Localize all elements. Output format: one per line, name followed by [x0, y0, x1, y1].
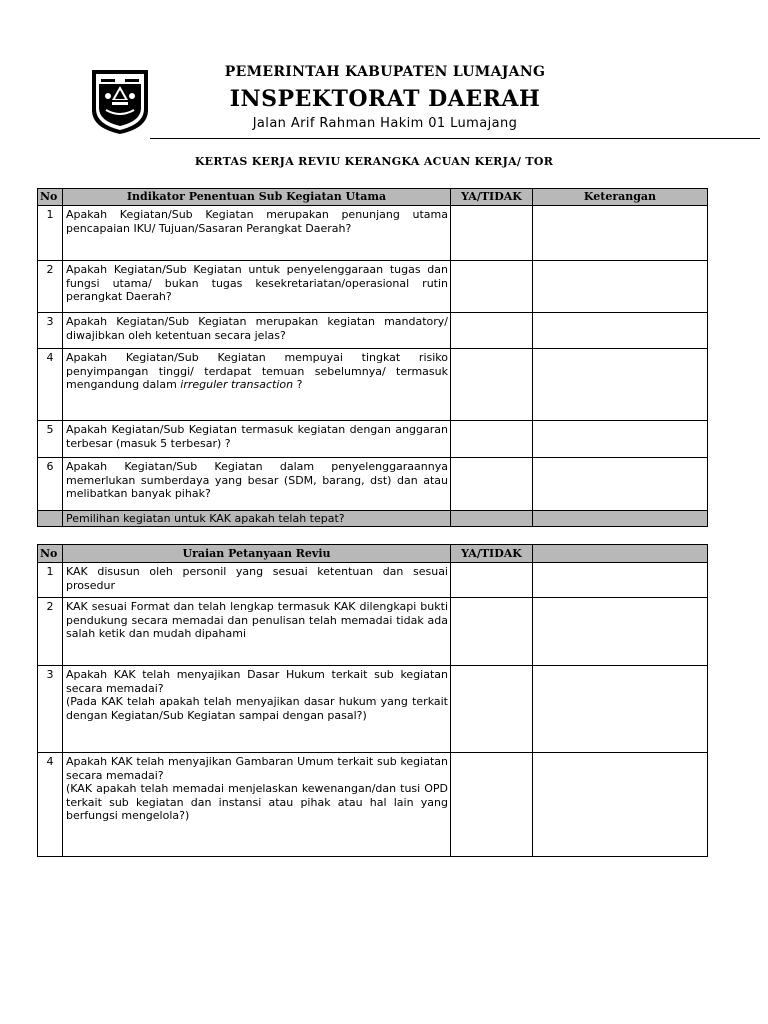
note-cell[interactable] — [533, 261, 708, 313]
row-question: KAK sesuai Format dan telah lengkap termasuk KAK dilengkapi bukti pendukung secara memadai dan penulisan telah memadai tidak ada salah ketik dan mudah dipahami — [63, 598, 451, 666]
table-row — [38, 563, 708, 598]
answer-cell[interactable] — [451, 349, 533, 421]
indicator-table-footer — [38, 511, 708, 527]
row-question — [63, 666, 451, 753]
row-number: 3 — [38, 313, 63, 349]
answer-cell[interactable] — [451, 753, 533, 857]
answer-cell[interactable] — [451, 458, 533, 511]
indicator-table — [37, 188, 708, 527]
row-question: KAK disusun oleh personil yang sesuai ketentuan dan sesuai prosedur — [63, 563, 451, 598]
row-number: 2 — [38, 261, 63, 313]
table-row — [38, 666, 708, 753]
row-question-text: Apakah Kegiatan/Sub Kegiatan mempuyai tingkat risiko penyimpangan tinggi/ terdapat temuan sebelumnya/ termasuk mengandung dalam — [66, 351, 448, 391]
row-question — [63, 458, 451, 511]
table-row — [38, 206, 708, 261]
col-question-header: Uraian Petanyaan Reviu — [63, 545, 451, 563]
row-number: 6 — [38, 458, 63, 511]
note-cell[interactable] — [533, 349, 708, 421]
table-row — [38, 458, 708, 511]
note-cell[interactable] — [533, 563, 708, 598]
note-cell[interactable] — [533, 666, 708, 753]
footer-text: Pemilihan kegiatan untuk KAK apakah telah tepat? — [63, 511, 451, 527]
col-no-header: No — [38, 545, 63, 563]
row-question: Apakah Kegiatan/Sub Kegiatan termasuk kegiatan dengan anggaran terbesar (masuk 5 terbesar) ? — [63, 421, 451, 458]
letterhead-divider — [150, 138, 760, 139]
col-note-header: Keterangan — [533, 189, 708, 206]
answer-cell[interactable] — [451, 598, 533, 666]
row-question: Apakah Kegiatan/Sub Kegiatan untuk penyelenggaraan tugas dan fungsi utama/ bukan tugas kesekretariatan/operasional rutin perangkat Daerah? — [63, 261, 451, 313]
row-number: 4 — [38, 753, 63, 857]
answer-cell[interactable] — [451, 261, 533, 313]
table-row — [38, 421, 708, 458]
col-answer-header: YA/TIDAK — [451, 545, 533, 563]
table-row — [38, 349, 708, 421]
answer-cell[interactable] — [451, 313, 533, 349]
row-question-line: Apakah KAK telah menyajikan Gambaran Umum terkait sub kegiatan secara memadai? — [66, 755, 448, 782]
row-question-line: (KAK apakah telah memadai menjelaskan kewenangan/dan tusi OPD terkait sub kegiatan dan instansi atau pihak atau hal lain yang berfungsi mengelola?) — [66, 782, 448, 822]
row-question-line: Apakah KAK telah menyajikan Dasar Hukum terkait sub kegiatan secara memadai? — [66, 668, 448, 695]
agency-address: Jalan Arif Rahman Hakim 01 Lumajang — [252, 116, 518, 131]
note-cell[interactable] — [533, 598, 708, 666]
note-cell[interactable] — [533, 206, 708, 261]
table-row — [38, 753, 708, 857]
row-number: 2 — [38, 598, 63, 666]
row-question-line: (Pada KAK telah apakah telah menyajikan dasar hukum yang terkait dengan Kegiatan/Sub Kegiatan sampai dengan pasal?) — [66, 695, 448, 722]
answer-cell[interactable] — [451, 563, 533, 598]
row-question — [63, 753, 451, 857]
col-note-header — [533, 545, 708, 563]
row-number: 1 — [38, 563, 63, 598]
row-number: 1 — [38, 206, 63, 261]
table-row — [38, 598, 708, 666]
note-cell[interactable] — [533, 421, 708, 458]
row-number: 4 — [38, 349, 63, 421]
footer-blank — [38, 511, 63, 527]
answer-cell[interactable] — [451, 421, 533, 458]
col-indicator-header: Indikator Penentuan Sub Kegiatan Utama — [63, 189, 451, 206]
document-title: KERTAS KERJA REVIU KERANGKA ACUAN KERJA/ TOR — [194, 155, 554, 168]
note-cell[interactable] — [533, 458, 708, 511]
note-cell[interactable] — [533, 313, 708, 349]
footer-note-cell[interactable] — [533, 511, 708, 527]
answer-cell[interactable] — [451, 666, 533, 753]
col-answer-header: YA/TIDAK — [451, 189, 533, 206]
row-number: 5 — [38, 421, 63, 458]
table-row — [38, 261, 708, 313]
review-question-table — [37, 544, 708, 857]
footer-answer-cell[interactable] — [451, 511, 533, 527]
row-question: Apakah Kegiatan/Sub Kegiatan merupakan penunjang utama pencapaian IKU/ Tujuan/Sasaran Perangkat Daerah? — [63, 206, 451, 261]
row-question: Apakah Kegiatan/Sub Kegiatan merupakan kegiatan mandatory/ diwajibkan oleh ketentuan secara jelas? — [63, 313, 451, 349]
review-table-header — [38, 545, 708, 563]
col-no-header: No — [38, 189, 63, 206]
row-number: 3 — [38, 666, 63, 753]
table-row — [38, 313, 708, 349]
row-question-italic: irreguler transaction — [180, 378, 294, 391]
indicator-table-header — [38, 189, 708, 206]
row-question-clip: Apakah Kegiatan/Sub Kegiatan dalam penyelenggaraannya memerlukan sumberdaya yang besar (SDM, barang, dst) dan atau melibatkan banyak pihak? — [66, 460, 448, 500]
answer-cell[interactable] — [451, 206, 533, 261]
note-cell[interactable] — [533, 753, 708, 857]
agency-name: INSPEKTORAT DAERAH — [229, 86, 541, 112]
row-question — [63, 349, 451, 421]
government-name: PEMERINTAH KABUPATEN LUMAJANG — [224, 64, 546, 80]
row-question-end: ? — [293, 378, 303, 391]
